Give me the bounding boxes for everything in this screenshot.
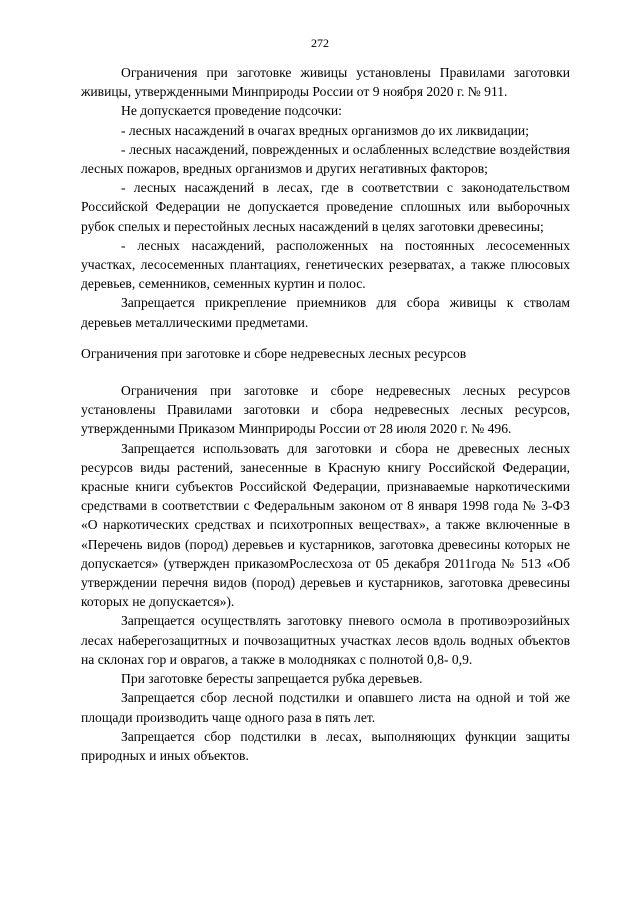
page-number: 272 [311,36,329,50]
paragraph: Запрещается сбор лесной подстилки и опавшего листа на одной и той же площади производить чаще одного раза в пять лет. [81,690,570,725]
list-item: - лесных насаждений в очагах вредных организмов до их ликвидации; [121,122,529,138]
section-heading: Ограничения при заготовке и сборе недревесных лесных ресурсов [81,345,467,361]
paragraph: Запрещается прикрепление приемников для сбора живицы к стволам деревьев металлическими предметами. [81,295,570,330]
paragraph: При заготовке бересты запрещается рубка деревьев. [121,671,423,687]
paragraph: Ограничения при заготовке живицы установлены Правилами заготовки живицы, утвержденными Минприроды России от 9 ноября 2020 г. № 911. [81,65,570,100]
paragraph: Запрещается осуществлять заготовку пневого осмола в противоэрозийных лесах наберегозащитных и почвозащитных участках лесов вдоль водных объектов на склонах гор и оврагов, а также в молодняках с полнотой 0,8- 0,9. [81,613,570,667]
body-text [81,63,570,765]
paragraph: Не допускается проведение подсочки: [121,103,342,119]
list-item: - лесных насаждений, поврежденных и ослабленных вследствие воздействия лесных пожаров, вредных организмов и других негативных факторов; [81,141,570,177]
paragraph: Запрещается использовать для заготовки и сбора не древесных лесных ресурсов виды растений, занесенные в Красную книгу Российской Федерации, красные книги субъектов Российской Федерации, признаваемые наркотическими средствами в соответствии с Федеральным законом от 8 января 1998 года № 3-ФЗ «О наркотических средствах и психотропных веществах», а также включенные в «Перечень видов (пород) деревьев и кустарников, заготовка древесины которых не допускается» (утвержден приказомРослесхоза от 05 декабря 2011года № 513 «Об утверждении перечня видов (пород) деревьев и кустарников, заготовка древесины которых не допускается»). [81,440,570,610]
list-item: - лесных насаждений, расположенных на постоянных лесосеменных участках, лесосеменных плантациях, генетических резерватах, а также плюсовых деревьев, семенников, семенных куртин и полос. [81,237,570,292]
paragraph: Запрещается сбор подстилки в лесах, выполняющих функции защиты природных и иных объектов. [81,728,570,763]
paragraph: Ограничения при заготовке и сборе недревесных лесных ресурсов установлены Правилами заготовки и сбора недревесных лесных ресурсов, утвержденными Приказом Минприроды России от 28 июля 2020 г. № 496. [81,383,570,437]
list-item: - лесных насаждений в лесах, где в соответствии с законодательством Российской Федерации не допускается проведение сплошных или выборочных рубок спелых и перестойных лесных насаждений в целях заготовки древесины; [81,180,570,234]
